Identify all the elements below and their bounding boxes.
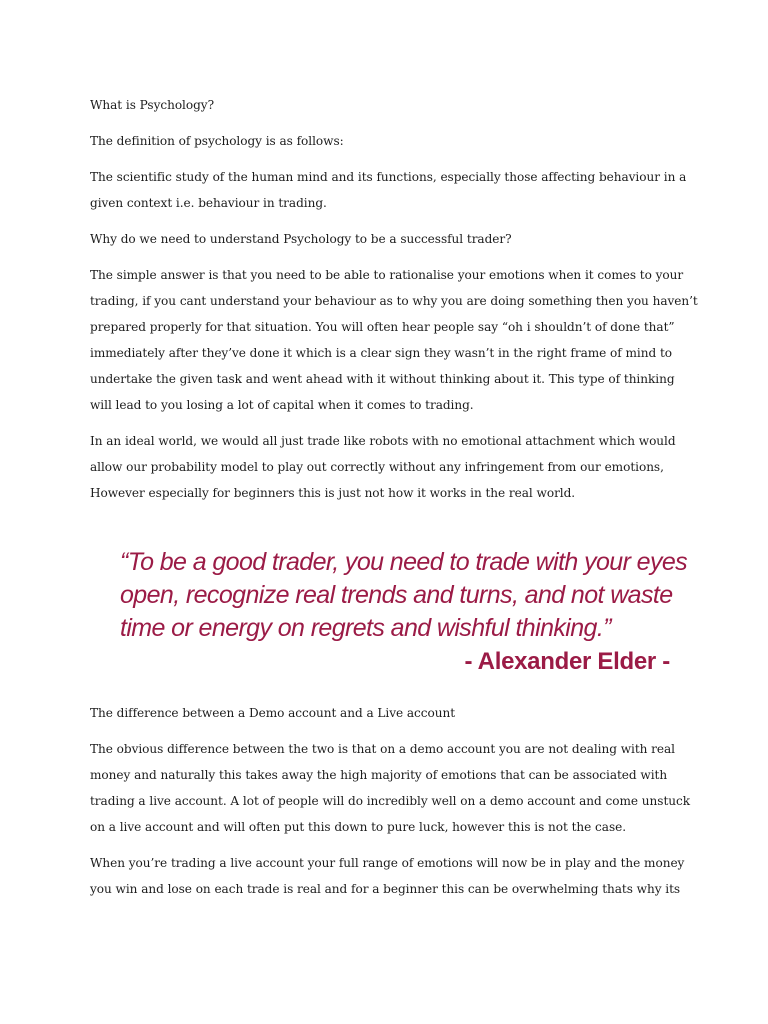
text-line: on a live account and will often put this down to pure luck, however this is not the case. <box>90 820 626 834</box>
text-line: The simple answer is that you need to be able to rationalise your emotions when it comes to your <box>90 268 684 282</box>
definition-paragraph <box>90 164 687 216</box>
text-line: trading, if you cant understand your behaviour as to why you are doing something then you haven’t <box>90 294 698 308</box>
text-line: What is Psychology? <box>90 98 215 112</box>
ideal-world-paragraph <box>90 428 674 506</box>
text-line: The scientific study of the human mind and its functions, especially those affecting behaviour in a <box>90 170 687 184</box>
text-line: given context i.e. behaviour in trading. <box>90 196 327 210</box>
text-line: In an ideal world, we would all just trade like robots with no emotional attachment which would <box>90 434 676 448</box>
text-line: The difference between a Demo account and a Live account <box>90 706 456 720</box>
demo-paragraph <box>90 736 690 840</box>
text-line: immediately after they’ve done it which is a clear sign they wasn’t in the right frame of mind to <box>90 346 673 360</box>
question-heading <box>90 226 674 252</box>
heading-demo-vs-live <box>90 700 674 726</box>
text-line: However especially for beginners this is just not how it works in the real world. <box>90 486 576 500</box>
text-line: trading a live account. A lot of people will do incredibly well on a demo account and come unstuck <box>90 794 690 808</box>
text-line: prepared properly for that situation. You will often hear people say “oh i shouldn’t of done that” <box>90 320 675 334</box>
heading-what-is-psychology <box>90 92 674 118</box>
text-line: The definition of psychology is as follows: <box>90 134 344 148</box>
definition-intro <box>90 128 674 154</box>
quote-line: time or energy on regrets and wishful thinking.” <box>120 614 611 642</box>
quote-line: open, recognize real trends and turns, and not waste <box>120 581 673 609</box>
text-line: When you’re trading a live account your full range of emotions will now be in play and the money <box>90 856 685 870</box>
text-line: Why do we need to understand Psychology to be a successful trader? <box>90 232 512 246</box>
text-line: undertake the given task and went ahead with it without thinking about it. This type of thinking <box>90 372 675 386</box>
text-line: The obvious difference between the two is that on a demo account you are not dealing with real <box>90 742 675 756</box>
quote-text <box>120 546 692 645</box>
live-paragraph <box>90 850 685 902</box>
text-line: you win and lose on each trade is real and for a beginner this can be overwhelming thats why its <box>90 882 681 896</box>
pull-quote <box>120 546 692 678</box>
quote-line: “To be a good trader, you need to trade with your eyes <box>120 548 688 576</box>
answer-paragraph <box>90 262 698 418</box>
quote-author: - Alexander Elder - <box>464 648 670 675</box>
text-line: money and naturally this takes away the high majority of emotions that can be associated with <box>90 768 668 782</box>
text-line: allow our probability model to play out correctly without any infringement from our emotions, <box>90 460 664 474</box>
text-line: will lead to you losing a lot of capital when it comes to trading. <box>90 398 474 412</box>
